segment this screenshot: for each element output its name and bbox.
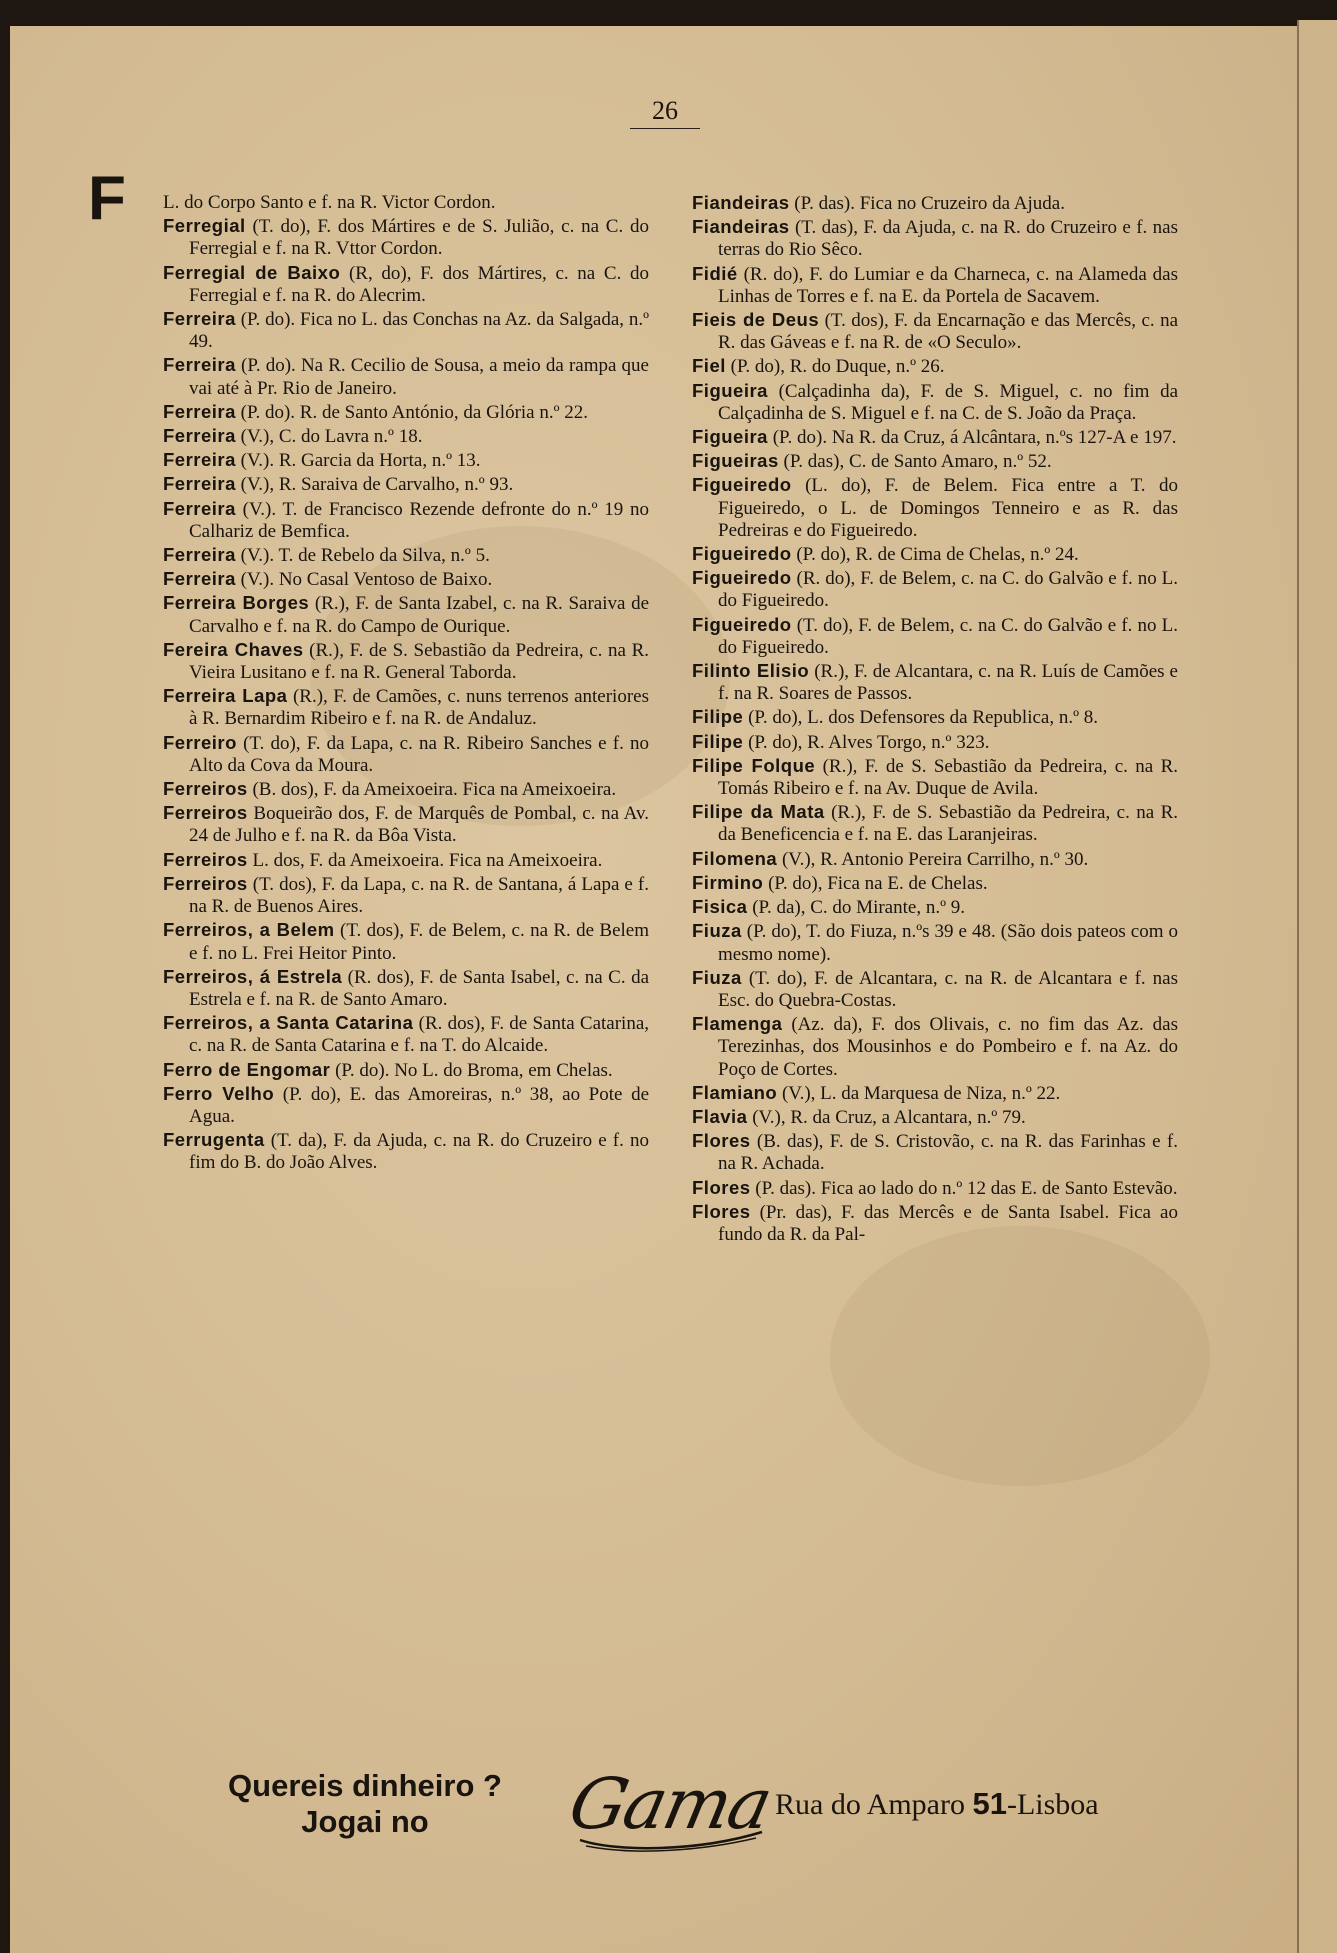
entry-text: (P. do). No L. do Broma, em Chelas.: [335, 1059, 613, 1081]
entry-text: (T. do), F. de Alcantara, c. na R. de Alcantara e f. nas Esc. do Quebra-Costas.: [718, 967, 1179, 1011]
entry-headword: Ferrugenta: [163, 1129, 265, 1151]
directory-page: [10, 26, 1297, 1953]
entry-headword: Ferreiro: [163, 731, 237, 753]
entry-headword: Figueira: [692, 379, 768, 401]
entry-text: (P. das), C. de Santo Amaro, n.º 52.: [783, 451, 1052, 473]
directory-entry: [163, 685, 649, 730]
directory-entry: [692, 263, 1178, 308]
entry-text: (V.), R. Antonio Pereira Carrilho, n.º 30.: [781, 848, 1089, 870]
directory-entry: [692, 1013, 1178, 1081]
entry-headword: Ferreira: [163, 473, 236, 495]
entry-headword: Ferro de Engomar: [163, 1058, 331, 1080]
directory-entry: [163, 473, 649, 496]
directory-entry: [692, 896, 1178, 919]
entry-text: (R, do), F. dos Mártires, c. na C. do Ferregial e f. na R. do Alecrim.: [189, 262, 650, 306]
directory-entry: [163, 966, 649, 1011]
directory-entry: [163, 308, 649, 353]
directory-entry: [163, 778, 649, 801]
entry-headword: Flores: [692, 1200, 751, 1222]
entry-text: (R. do), F. de Belem, c. na C. do Galvão e f. no L. do Figueiredo.: [718, 568, 1178, 612]
directory-entry: [163, 544, 649, 567]
entry-text: (T. dos), F. da Encarnação e das Mercês, c. na R. das Gáveas e f. na R. de «O Seculo».: [718, 310, 1179, 354]
directory-entry: [163, 568, 649, 591]
entry-headword: Ferreira: [163, 354, 236, 376]
directory-entry: [163, 1083, 649, 1128]
directory-entry: [692, 355, 1178, 378]
paper-stain: [830, 1226, 1210, 1486]
directory-entry: [692, 567, 1178, 612]
entry-text: (T. do), F. da Lapa, c. na R. Ribeiro Sanches e f. no Alto da Cova da Moura.: [189, 732, 649, 776]
entry-text: (B. dos), F. da Ameixoeira. Fica na Ameixoeira.: [252, 779, 617, 801]
entry-headword: Figueiredo: [692, 543, 792, 565]
entry-headword: Ferreira Lapa: [163, 685, 288, 707]
entry-headword: Ferreira: [163, 568, 236, 590]
directory-entry: [163, 1129, 649, 1174]
directory-entry: [163, 449, 649, 472]
entry-text: (T. do), F. dos Mártires e de S. Julião, c. na C. do Ferregial e f. na R. Vttor Cordon.: [189, 216, 650, 260]
entry-text: (R.), F. de S. Sebastião da Pedreira, c. na R. Tomás Ribeiro e f. na Av. Duque de Avila.: [718, 755, 1178, 800]
entry-headword: Ferreiros: [163, 802, 248, 824]
entry-text: (V.). T. de Rebelo da Silva, n.º 5.: [240, 545, 490, 567]
entry-text: (P. das). Fica no Cruzeiro da Ajuda.: [794, 193, 1065, 214]
directory-entry: [692, 706, 1178, 729]
directory-entry: [692, 192, 1178, 215]
entry-text: (P. do), R. de Cima de Chelas, n.º 24.: [796, 544, 1079, 566]
entry-text: (P. do), R. do Duque, n.º 26.: [730, 356, 945, 378]
entry-text: (T. do), F. de Belem, c. na C. do Galvão e f. no L. do Figueiredo.: [718, 614, 1178, 658]
directory-entry: [163, 732, 649, 777]
directory-entry: [163, 425, 649, 448]
entry-headword: Filipe: [692, 706, 744, 728]
directory-entry: [163, 873, 649, 918]
entry-headword: Ferreira: [163, 449, 236, 471]
entry-headword: Ferreira Borges: [163, 592, 310, 614]
entry-text: (T. dos), F. da Lapa, c. na R. de Santana, á Lapa e f. na R. de Buenos Aires.: [189, 873, 649, 918]
page-number: 26: [630, 96, 700, 129]
directory-entry: [692, 731, 1178, 754]
entry-headword: Ferregial de Baixo: [163, 261, 341, 283]
entry-headword: Figueiredo: [692, 474, 792, 496]
entry-headword: Filipe da Mata: [692, 801, 825, 823]
directory-entry: [163, 354, 649, 399]
directory-entry: [163, 849, 649, 872]
entry-headword: Ferregial: [163, 215, 246, 237]
directory-entry: [692, 1201, 1178, 1246]
entry-text: L. dos, F. da Ameixoeira. Fica na Ameixoeira.: [252, 849, 603, 871]
entry-headword: Fiel: [692, 355, 726, 377]
entry-text: (Az. da), F. dos Olivais, c. no fim das Az. das Terezinhas, dos Mousinhos e do Pombeiro e f. na Az. do Poço de Cortes.: [718, 1014, 1178, 1080]
entry-headword: Fieis de Deus: [692, 309, 820, 331]
directory-entry: [692, 1130, 1178, 1175]
entry-headword: Fiandeiras: [692, 216, 790, 238]
ad-address: [775, 1786, 1245, 1823]
directory-entry: [692, 309, 1178, 354]
ad-question-line1: Quereis dinheiro ?: [228, 1768, 502, 1803]
entry-text: (R.), F. de Santa Izabel, c. na R. Saraiva de Carvalho e f. na R. do Campo de Ourique.: [189, 593, 650, 637]
entry-headword: Fiuza: [692, 966, 742, 988]
logo-swash-icon: [576, 1826, 766, 1852]
directory-entry: [692, 660, 1178, 705]
entry-headword: Ferreira: [163, 425, 236, 447]
entry-text: (V.), R. da Cruz, a Alcantara, n.º 79.: [752, 1106, 1026, 1128]
entry-headword: Filomena: [692, 847, 778, 869]
directory-entry: [163, 592, 649, 637]
directory-entry: [692, 474, 1178, 542]
entry-text: (V.). T. de Francisco Rezende defronte do n.º 19 no Calhariz de Bemfica.: [189, 498, 649, 542]
directory-entry: [163, 401, 649, 424]
adjacent-page-edge: [1297, 20, 1337, 1953]
entry-text: (T. das), F. da Ajuda, c. na R. do Cruzeiro e f. nas terras do Rio Sêco.: [718, 217, 1178, 261]
entry-text: (P. do). Na R. Cecilio de Sousa, a meio da rampa que vai até à Pr. Rio de Janeiro.: [189, 355, 649, 399]
directory-entry: [692, 848, 1178, 871]
entry-headword: Firmino: [692, 871, 764, 893]
entry-headword: Flamenga: [692, 1013, 783, 1035]
entry-headword: Filipe: [692, 730, 744, 752]
entry-text: (Calçadinha da), F. de S. Miguel, c. no fim da Calçadinha de S. Miguel e f. na C. de S. João da Praça.: [718, 380, 1179, 424]
entry-text: (Pr. das), F. das Mercês e de Santa Isabel. Fica ao fundo da R. da Pal-: [718, 1201, 1178, 1245]
directory-entry: [692, 380, 1178, 425]
entry-text: (R.), F. de S. Sebastião da Pedreira, c. na R. Vieira Lusitano e f. na R. General Taborda.: [189, 639, 649, 684]
entry-text: (V.), C. do Lavra n.º 18.: [240, 426, 423, 448]
left-column: [163, 192, 649, 1176]
entry-text: (R.), F. de S. Sebastião da Pedreira, c. na R. da Beneficencia e f. na E. das Laranjeiras.: [718, 802, 1179, 846]
directory-entry: [692, 450, 1178, 473]
entry-headword: Ferreiros: [163, 848, 248, 870]
entry-headword: Fiuza: [692, 920, 742, 942]
entry-headword: Flavia: [692, 1105, 748, 1127]
directory-entry: [163, 192, 649, 214]
entry-text: (P. do), R. Alves Torgo, n.º 323.: [748, 731, 990, 753]
entry-headword: Flores: [692, 1176, 751, 1198]
entry-headword: Fereira Chaves: [163, 638, 304, 660]
entry-text: (P. do), T. do Fiuza, n.ºs 39 e 48. (São dois pateos com o mesmo nome).: [718, 921, 1179, 965]
entry-text: (P. do), Fica na E. de Chelas.: [768, 872, 988, 894]
directory-entry: [163, 919, 649, 964]
entry-headword: Figueira: [692, 426, 768, 448]
entry-text: (V.), L. da Marquesa de Niza, n.º 22.: [781, 1082, 1061, 1104]
entry-text: (V.), R. Saraiva de Carvalho, n.º 93.: [240, 474, 514, 496]
directory-entry: [692, 872, 1178, 895]
section-letter: F: [88, 164, 126, 233]
entry-text: (P. das). Fica ao lado do n.º 12 das E. de Santo Estevão.: [755, 1177, 1178, 1199]
directory-entry: [163, 1012, 649, 1057]
ad-question-line2: Jogai no: [301, 1804, 429, 1839]
entry-headword: Ferreiros, a Santa Catarina: [163, 1012, 414, 1034]
directory-entry: [163, 1059, 649, 1082]
entry-headword: Ferreira: [163, 400, 236, 422]
directory-entry: [692, 426, 1178, 449]
directory-entry: [692, 614, 1178, 659]
entry-headword: Figueiredo: [692, 613, 792, 635]
entry-text: (P. do), E. das Amoreiras, n.º 38, ao Pote de Agua.: [189, 1083, 650, 1127]
entry-text: (T. da), F. da Ajuda, c. na R. do Cruzeiro e f. no fim do B. do João Alves.: [189, 1130, 650, 1174]
entry-headword: Fidié: [692, 262, 738, 284]
advertisement: [10, 1756, 1297, 1866]
entry-text: (T. dos), F. de Belem, c. na R. de Belem e f. no L. Frei Heitor Pinto.: [189, 920, 650, 964]
entry-headword: Figueiras: [692, 450, 779, 472]
ad-address-number: 51: [972, 1786, 1007, 1821]
entry-text: (R.), F. de Camões, c. nuns terrenos anteriores à R. Bernardim Ribeiro e f. na R. de Andaluz.: [189, 686, 649, 730]
directory-entry: [692, 1177, 1178, 1200]
entry-text: (R. dos), F. de Santa Isabel, c. na C. da Estrela e f. na R. de Santo Amaro.: [189, 966, 650, 1010]
entry-headword: Ferreiros, a Belem: [163, 919, 335, 941]
entry-text: (V.). No Casal Ventoso de Baixo.: [240, 569, 493, 591]
directory-entry: [692, 543, 1178, 566]
entry-headword: Ferreira: [163, 497, 236, 519]
entry-headword: Ferro Velho: [163, 1082, 275, 1104]
entry-headword: Fisica: [692, 896, 748, 918]
directory-entry: [692, 920, 1178, 965]
entry-text: L. do Corpo Santo e f. na R. Victor Cordon.: [163, 192, 496, 213]
directory-entry: [692, 1082, 1178, 1105]
entry-headword: Ferreiros: [163, 872, 248, 894]
right-column: [692, 192, 1178, 1247]
directory-entry: [692, 801, 1178, 846]
entry-text: (L. do), F. de Belem. Fica entre a T. do Figueiredo, o L. de Domingos Tenneiro e as R. das Pedreiras e do Figueiredo.: [718, 475, 1179, 541]
directory-entry: [163, 639, 649, 684]
entry-headword: Filinto Elisio: [692, 660, 810, 682]
entry-text: Boqueirão dos, F. de Marquês de Pombal, c. na Av. 24 de Julho e f. na R. da Bôa Vista.: [189, 803, 650, 847]
directory-entry: [163, 802, 649, 847]
ad-question: [165, 1768, 565, 1840]
entry-text: (P. do), L. dos Defensores da Republica, n.º 8.: [748, 707, 1098, 729]
entry-text: (V.). R. Garcia da Horta, n.º 13.: [240, 450, 481, 472]
directory-entry: [692, 755, 1178, 800]
entry-text: (P. do). R. de Santo António, da Glória n.º 22.: [240, 401, 588, 423]
entry-headword: Flamiano: [692, 1081, 778, 1103]
entry-headword: Ferreira: [163, 308, 236, 330]
entry-headword: Flores: [692, 1130, 751, 1152]
directory-entry: [163, 215, 649, 260]
directory-entry: [163, 498, 649, 543]
entry-text: (P. do). Na R. da Cruz, á Alcântara, n.ºs 127-A e 197.: [772, 427, 1177, 449]
entry-headword: Ferreiros, á Estrela: [163, 965, 343, 987]
entry-text: (P. da), C. do Mirante, n.º 9.: [752, 897, 965, 919]
ad-address-city: -Lisboa: [1006, 1788, 1099, 1821]
entry-headword: Ferreiros: [163, 778, 248, 800]
directory-entry: [163, 262, 649, 307]
directory-entry: [692, 967, 1178, 1012]
ad-address-street: Rua do Amparo: [775, 1788, 973, 1821]
gama-logo: Gama: [562, 1763, 778, 1845]
entry-text: (P. do). Fica no L. das Conchas na Az. da Salgada, n.º 49.: [189, 309, 650, 353]
directory-entry: [692, 216, 1178, 261]
entry-headword: Ferreira: [163, 544, 236, 566]
entry-text: (B. das), F. de S. Cristovão, c. na R. das Farinhas e f. na R. Achada.: [718, 1131, 1178, 1175]
directory-entry: [692, 1106, 1178, 1129]
entry-text: (R. dos), F. de Santa Catarina, c. na R. de Santa Catarina e f. na T. do Alcaide.: [189, 1013, 650, 1057]
entry-text: (R.), F. de Alcantara, c. na R. Luís de Camões e f. na R. Soares de Passos.: [718, 661, 1178, 705]
entry-headword: Fiandeiras: [692, 192, 790, 213]
entry-headword: Filipe Folque: [692, 754, 816, 776]
entry-headword: Figueiredo: [692, 567, 792, 589]
entry-text: (R. do), F. do Lumiar e da Charneca, c. na Alameda das Linhas de Torres e f. na E. da Portela de Sacavem.: [718, 263, 1179, 307]
